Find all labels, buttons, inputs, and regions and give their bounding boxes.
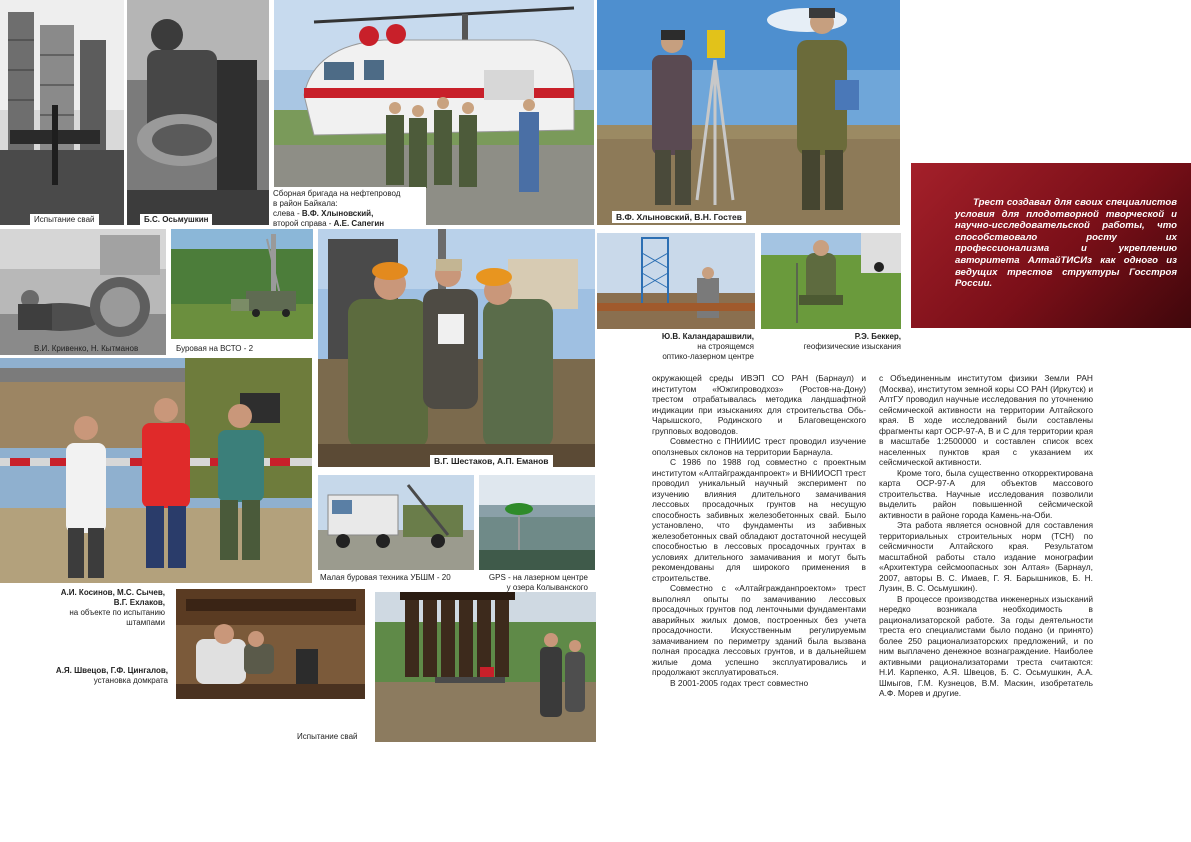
photo-shvetsov: [176, 589, 365, 699]
photo-pile-test-bottom: [375, 592, 596, 742]
paragraph: В 2001-2005 годах трест совместно: [670, 677, 809, 688]
paragraph: с Объединенным институтом физики Земли РАН (Москва), институтом земной коры СО РАН (Иркутск) и АлтГУ проводил научные исследования по уточнению сейсмической активности на территории Алтайского края. В ходе исследований были составлены фрагменты карт ОСР-97-А, В и С для территории края в масштабе 1:2500000 и составлен список всех населенных пунктов края с указанием их сейсмической активности.: [879, 373, 1093, 467]
photo-bekker: [761, 233, 901, 329]
paragraph: Эта работа является основной для составления территориальных строительных норм (ТСН) по сейсмичности Алтайского края. Результатом масштабной работы стало издание монографии «Архитектура сейсмоопасных зон Алтая» (Барнаул, 2007, авторы В. С. Имаев, Г. Я. Барышников, Б. Н. Лузин, В. С. Осьмушкин).: [879, 520, 1093, 593]
caption-kosinov-team: А.И. Косинов, М.С. Сычев, В.Г. Ехлаков, на объекте по испытанию штампами: [60, 588, 165, 627]
caption-kalandarashvili: Ю.В. Каландарашвили, на строящемся оптико-лазерном центре: [661, 332, 754, 361]
photo-krivenko: [0, 229, 166, 355]
caption-burovaya-vsto: Буровая на ВСТО - 2: [176, 344, 254, 353]
photo-kalandarashvili: [597, 233, 755, 329]
quote-text: Трест создавал для своих специалистов условия для плодотворной творческой и научно-исследовательской работы, что способствовало росту их профессионализма и укреплению авторитета АлтайТИСИз как одного из ведущих трестов структуры Госстроя России.: [955, 197, 1177, 290]
photo-ubshm: [318, 475, 474, 570]
quote-block: [911, 163, 1191, 328]
paragraph: С 1986 по 1988 год совместно с проектным институтом «Алтайгражданпроект» и ВНИИОСП трест проводил уникальный научный эксперимент по изучению влияния длительного замачивания лессовых просадочных грунтов на несущую способность забивных железобетонных свай. Было установлено, что фундаменты из забивных железобетонных свай обладают достаточной несущей способностью в лессовых просадочных грунтах в условиях длительного замачивания и могут быть рекомендованы для широкого применения в строительстве.: [652, 457, 866, 583]
caption-pile-test-top: Испытание свай: [30, 214, 99, 226]
paragraph: Совместно с ПНИИИС трест проводил изучение оползневых склонов на территории Барнаула.: [652, 436, 866, 457]
photo-shestakov-emanov: [318, 229, 595, 467]
caption-krivenko: В.И. Кривенко, Н. Кытманов: [34, 344, 139, 353]
paragraph: Кроме того, была существенно откорректирована карта ОСР-97-А для объектов массового строительства. Научные исследования позволили выделить район повышенной сейсмической активности в районе города Камень-на-Оби.: [879, 467, 1093, 520]
photo-gps: [479, 475, 595, 570]
caption-pile-test-bottom: Испытание свай: [297, 732, 358, 741]
caption-bekker: Р.Э. Беккер, геофизические изыскания: [803, 332, 901, 351]
caption-khlynovsky-gostev: В.Ф. Хлыновский, В.Н. Гостев: [612, 211, 746, 223]
text-column-2: [879, 373, 1093, 699]
photo-khlynovsky-gostev: [597, 0, 900, 225]
paragraph: Совместно с «Алтайгражданпроектом» трест выполнял опыты по замачиванию лессовых просадочных грунтов под ленточными фундаментами аварийных жилых домов, построенных без учета просадочности. Искусственным регулируемым замачиванием по периметру зданий была вызвана полная просадка лессовых грунтов, и в дальнейшем жилые дома успешно эксплуатировались и продолжают эксплуатироваться.: [652, 583, 866, 677]
photo-osmushkin: [127, 0, 269, 225]
caption-ubshm: Малая буровая техника УБШМ - 20: [320, 573, 451, 582]
caption-shvetsov: А.Я. Швецов, Г.Ф. Цингалов, установка домкрата: [55, 666, 168, 685]
caption-osmushkin: Б.С. Осьмушкин: [140, 214, 212, 226]
paragraph: В процессе производства инженерных изысканий нередко возникала необходимость в рационализаторской работе. За годы деятельности треста его специалистами было подано (и принято) более 250 рационализаторских предложений, и по ним выплачено денежное вознаграждение. Наиболее активными рационализаторами треста считаются: Н.И. Карпенко, А.Я. Швецов, Б. С. Осьмушкин, А.А. Шмыгов, Г.М. Кузнецов, В.М. Маскин, изобретатель А.Ф. Морев и другие.: [879, 593, 1093, 698]
paragraph: окружающей среды ИВЭП СО РАН (Барнаул) и институтом «Южгипроводхоз» (Ростов-на-Дону) трестом отрабатывалась методика ландшафтной индикации при изысканиях для строительства Обь-Чарышского, Родинского и Благовещенского групповых водоводов.: [652, 373, 866, 436]
caption-shestakov-emanov: В.Г. Шестаков, А.П. Еманов: [430, 455, 553, 467]
photo-burovaya-vsto: [171, 229, 313, 339]
caption-baikal-team: Сборная бригада на нефтепровод в район Байкала: слева - В.Ф. Хлыновский, второй справа - А.Е. Сапегин: [270, 187, 426, 231]
caption-gps: GPS - на лазерном центре у озера Колыванского: [488, 573, 588, 592]
text-column-1: [652, 373, 866, 688]
photo-pile-test-top: [0, 0, 124, 225]
photo-kosinov-team: [0, 358, 312, 583]
